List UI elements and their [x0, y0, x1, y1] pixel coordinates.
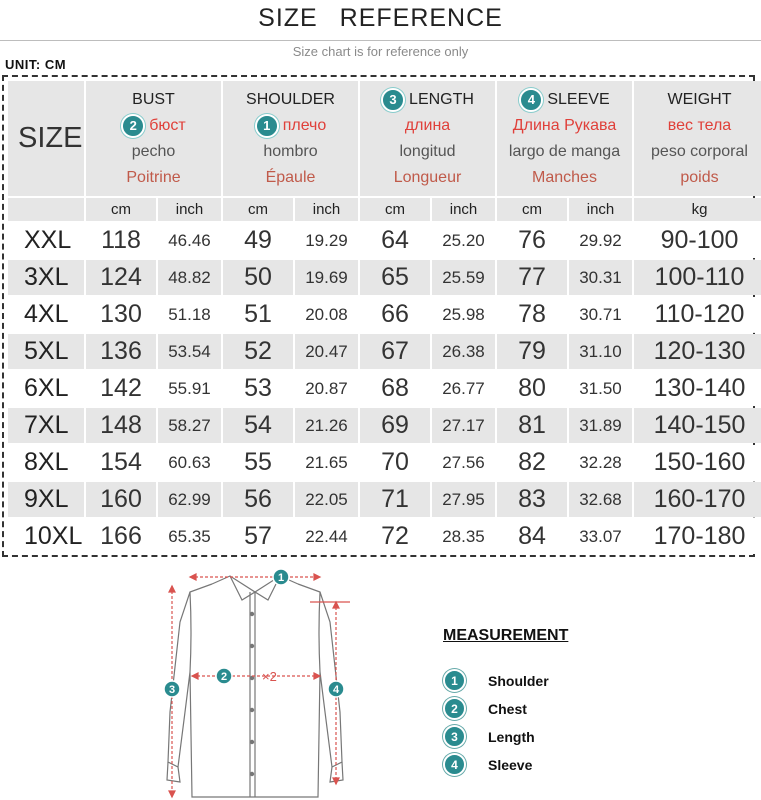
- cell-length-cm: 70: [360, 445, 430, 480]
- cell-length-inch: 27.17: [432, 408, 495, 443]
- measurement-title: MEASUREMENT: [443, 627, 569, 644]
- unit-cell-blank: [8, 198, 84, 221]
- header-weight-ru: вес тела: [667, 116, 732, 134]
- cell-bust-cm: 136: [86, 334, 156, 369]
- cell-sleeve-inch: 31.89: [569, 408, 632, 443]
- cell-length-cm: 64: [360, 223, 430, 258]
- unit-cell: inch: [569, 198, 632, 221]
- table-row: [8, 482, 761, 517]
- cell-bust-cm: 130: [86, 297, 156, 332]
- cell-shoulder-cm: 54: [223, 408, 293, 443]
- cell-weight-kg: 110-120: [634, 297, 761, 332]
- cell-length-cm: 68: [360, 371, 430, 406]
- unit-cell: kg: [634, 198, 761, 221]
- header-length-ru: длина: [404, 116, 451, 134]
- table-row: [8, 223, 761, 258]
- unit-cell: cm: [497, 198, 567, 221]
- cell-shoulder-cm: 53: [223, 371, 293, 406]
- row-size: 7XL: [8, 408, 84, 443]
- header-bust-en: BUST: [132, 90, 175, 108]
- cell-shoulder-inch: 21.65: [295, 445, 358, 480]
- header-shoulder-fr: Épaule: [265, 168, 316, 186]
- unit-label: UNIT: CM: [5, 57, 67, 72]
- size-table-body: [8, 223, 761, 554]
- cell-shoulder-inch: 22.05: [295, 482, 358, 517]
- diagram-badge-4: 4: [332, 684, 340, 696]
- cell-weight-kg: 90-100: [634, 223, 761, 258]
- header-length-es: longitud: [399, 142, 456, 160]
- row-size: 10XL: [8, 519, 84, 554]
- cell-bust-inch: 55.91: [158, 371, 221, 406]
- legend-badge-icon: 4: [443, 753, 466, 776]
- cell-weight-kg: 160-170: [634, 482, 761, 517]
- cell-bust-inch: 48.82: [158, 260, 221, 295]
- cell-sleeve-inch: 30.31: [569, 260, 632, 295]
- header-bust: [86, 81, 221, 196]
- cell-shoulder-inch: 22.44: [295, 519, 358, 554]
- cell-length-cm: 67: [360, 334, 430, 369]
- cell-length-inch: 25.59: [432, 260, 495, 295]
- cell-length-inch: 26.38: [432, 334, 495, 369]
- unit-cell: cm: [360, 198, 430, 221]
- cell-weight-kg: 120-130: [634, 334, 761, 369]
- table-row: [8, 371, 761, 406]
- row-size: 9XL: [8, 482, 84, 517]
- unit-cell: inch: [295, 198, 358, 221]
- cell-bust-inch: 53.54: [158, 334, 221, 369]
- cell-bust-cm: 142: [86, 371, 156, 406]
- unit-cell: cm: [86, 198, 156, 221]
- table-row: [8, 408, 761, 443]
- header-shoulder: [223, 81, 358, 196]
- cell-shoulder-cm: 56: [223, 482, 293, 517]
- header-weight: [634, 81, 761, 196]
- header-length-fr: Longueur: [393, 168, 462, 186]
- header-weight-es: peso corporal: [651, 142, 748, 160]
- cell-shoulder-cm: 50: [223, 260, 293, 295]
- cell-weight-kg: 170-180: [634, 519, 761, 554]
- badge-icon-3: 3: [381, 88, 405, 112]
- cell-sleeve-inch: 31.10: [569, 334, 632, 369]
- header-sleeve: [497, 81, 632, 196]
- cell-shoulder-cm: 51: [223, 297, 293, 332]
- page-title: SIZE REFERENCE: [258, 4, 503, 32]
- cell-bust-cm: 148: [86, 408, 156, 443]
- table-row: [8, 260, 761, 295]
- cell-bust-inch: 62.99: [158, 482, 221, 517]
- cell-sleeve-cm: 76: [497, 223, 567, 258]
- cell-bust-inch: 58.27: [158, 408, 221, 443]
- title-divider: [0, 40, 761, 41]
- cell-shoulder-cm: 49: [223, 223, 293, 258]
- cell-sleeve-cm: 78: [497, 297, 567, 332]
- cell-length-inch: 27.95: [432, 482, 495, 517]
- header-bust-es: pecho: [131, 142, 176, 160]
- cell-length-inch: 27.56: [432, 445, 495, 480]
- unit-cell: cm: [223, 198, 293, 221]
- legend-label: Length: [488, 728, 535, 745]
- cell-sleeve-inch: 31.50: [569, 371, 632, 406]
- unit-cell: inch: [432, 198, 495, 221]
- cell-shoulder-inch: 20.47: [295, 334, 358, 369]
- cell-weight-kg: 100-110: [634, 260, 761, 295]
- header-shoulder-en: SHOULDER: [246, 90, 335, 108]
- row-size: 5XL: [8, 334, 84, 369]
- cell-weight-kg: 140-150: [634, 408, 761, 443]
- cell-length-cm: 72: [360, 519, 430, 554]
- times-two-label: ×2: [262, 669, 277, 684]
- cell-sleeve-cm: 82: [497, 445, 567, 480]
- header-sleeve-ru: Длина Рукава: [512, 116, 617, 134]
- legend-item-sleeve: [443, 753, 532, 776]
- legend-badge-icon: 2: [443, 697, 466, 720]
- shirt-outline: [167, 576, 343, 797]
- cell-bust-cm: 124: [86, 260, 156, 295]
- legend-badge-icon: 1: [443, 669, 466, 692]
- cell-sleeve-cm: 84: [497, 519, 567, 554]
- badge-icon-4: 4: [519, 88, 543, 112]
- row-size: XXL: [8, 223, 84, 258]
- row-size: 4XL: [8, 297, 84, 332]
- unit-row: [8, 198, 761, 221]
- row-size: 8XL: [8, 445, 84, 480]
- header-sleeve-en: SLEEVE: [547, 90, 610, 108]
- cell-bust-inch: 60.63: [158, 445, 221, 480]
- legend-label: Chest: [488, 700, 527, 717]
- cell-shoulder-inch: 19.69: [295, 260, 358, 295]
- table-row: [8, 519, 761, 554]
- table-row: [8, 334, 761, 369]
- cell-weight-kg: 150-160: [634, 445, 761, 480]
- cell-sleeve-inch: 29.92: [569, 223, 632, 258]
- header-length: [360, 81, 495, 196]
- legend-badge-icon: 3: [443, 725, 466, 748]
- size-table: [6, 79, 761, 556]
- legend-item-chest: [443, 697, 527, 720]
- header-sleeve-es: largo de manga: [508, 142, 621, 160]
- diagram-badge-2: 2: [220, 671, 228, 683]
- cell-shoulder-inch: 21.26: [295, 408, 358, 443]
- cell-length-cm: 66: [360, 297, 430, 332]
- header-weight-fr: poids: [680, 168, 719, 186]
- page-subtitle: Size chart is for reference only: [292, 44, 469, 59]
- legend-label: Shoulder: [488, 672, 549, 689]
- badge-icon-1: 1: [255, 114, 279, 138]
- header-shoulder-ru: плечо: [282, 116, 327, 134]
- header-size: SIZE: [8, 81, 84, 196]
- cell-sleeve-cm: 77: [497, 260, 567, 295]
- cell-shoulder-cm: 57: [223, 519, 293, 554]
- cell-shoulder-cm: 52: [223, 334, 293, 369]
- size-table-frame: [2, 75, 755, 557]
- table-row: [8, 445, 761, 480]
- cell-bust-cm: 160: [86, 482, 156, 517]
- cell-bust-inch: 51.18: [158, 297, 221, 332]
- cell-sleeve-inch: 32.28: [569, 445, 632, 480]
- diagram-badge-1: 1: [277, 572, 285, 584]
- cell-bust-cm: 154: [86, 445, 156, 480]
- row-size: 6XL: [8, 371, 84, 406]
- cell-length-inch: 25.20: [432, 223, 495, 258]
- cell-length-inch: 25.98: [432, 297, 495, 332]
- cell-bust-inch: 65.35: [158, 519, 221, 554]
- header-bust-ru: бюст: [149, 116, 186, 134]
- cell-sleeve-inch: 32.68: [569, 482, 632, 517]
- legend-item-length: [443, 725, 535, 748]
- diagram-badge-3: 3: [168, 684, 176, 696]
- cell-length-cm: 69: [360, 408, 430, 443]
- header-bust-fr: Poitrine: [126, 168, 181, 186]
- header-length-en: LENGTH: [409, 90, 474, 108]
- cell-length-cm: 65: [360, 260, 430, 295]
- header-shoulder-es: hombro: [263, 142, 318, 160]
- cell-shoulder-inch: 19.29: [295, 223, 358, 258]
- cell-length-inch: 28.35: [432, 519, 495, 554]
- unit-cell: inch: [158, 198, 221, 221]
- cell-sleeve-inch: 30.71: [569, 297, 632, 332]
- cell-sleeve-cm: 83: [497, 482, 567, 517]
- cell-shoulder-inch: 20.08: [295, 297, 358, 332]
- cell-weight-kg: 130-140: [634, 371, 761, 406]
- table-row: [8, 297, 761, 332]
- cell-bust-cm: 166: [86, 519, 156, 554]
- cell-length-inch: 26.77: [432, 371, 495, 406]
- row-size: 3XL: [8, 260, 84, 295]
- legend-item-shoulder: [443, 669, 549, 692]
- cell-sleeve-cm: 80: [497, 371, 567, 406]
- cell-bust-cm: 118: [86, 223, 156, 258]
- cell-sleeve-inch: 33.07: [569, 519, 632, 554]
- cell-shoulder-inch: 20.87: [295, 371, 358, 406]
- cell-bust-inch: 46.46: [158, 223, 221, 258]
- badge-icon-2: 2: [121, 114, 145, 138]
- cell-length-cm: 71: [360, 482, 430, 517]
- header-sleeve-fr: Manches: [532, 168, 597, 186]
- shirt-diagram: [150, 562, 370, 800]
- cell-sleeve-cm: 79: [497, 334, 567, 369]
- measure-arrows: [169, 574, 350, 797]
- legend-label: Sleeve: [488, 756, 533, 773]
- cell-sleeve-cm: 81: [497, 408, 567, 443]
- cell-shoulder-cm: 55: [223, 445, 293, 480]
- table-header-row: [8, 81, 761, 196]
- header-weight-en: WEIGHT: [667, 90, 732, 108]
